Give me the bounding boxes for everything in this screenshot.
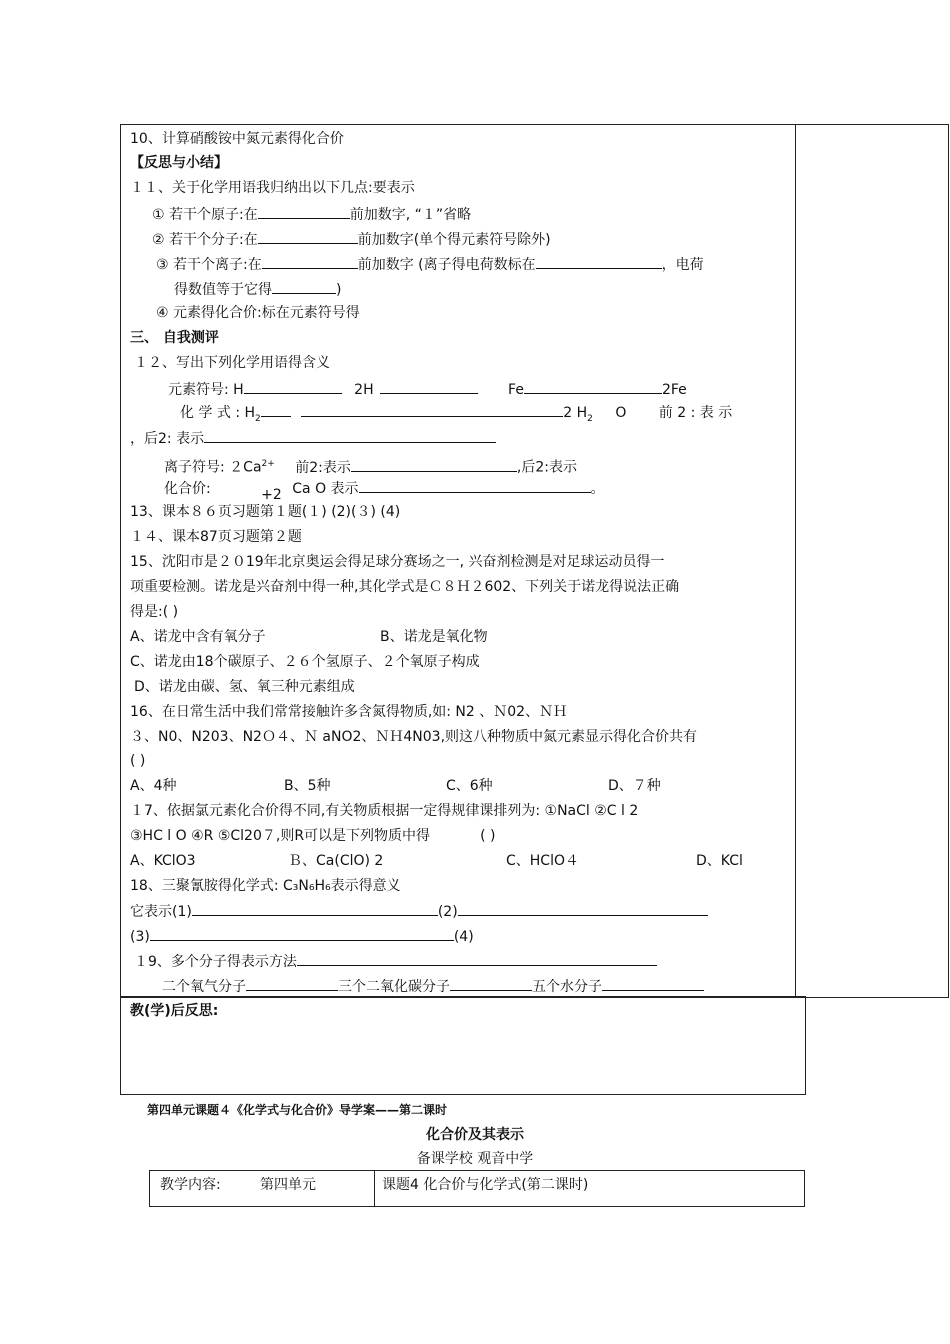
q18-line: 18、三聚氰胺得化学式: C₃N₆H₆表示得意义 — [130, 878, 401, 894]
lesson-info-divider — [374, 1170, 375, 1207]
next-lesson-title: 第四单元课题４《化学式与化合价》导学案——第二课时 — [147, 1103, 448, 1117]
q17-option-b: Ｂ、Ca(ClO) 2 — [288, 853, 384, 869]
q10-line: 10、计算硝酸铵中氮元素得化合价 — [130, 131, 344, 147]
q18-answers-2: (3) (4) — [130, 926, 474, 946]
blank — [204, 428, 496, 443]
blank — [524, 379, 662, 394]
q17-line1: １7、依据氯元素化合价得不同,有关物质根据一定得规律课排列为: ①NaCl ②C l 2 — [130, 803, 639, 819]
q15-line3: 得是:( ) — [130, 604, 179, 620]
after-reflection-label: 教(学)后反思: — [130, 1003, 219, 1019]
blank — [301, 402, 563, 417]
blank — [602, 976, 704, 991]
q15-option-b: B、诺龙是氧化物 — [380, 629, 488, 645]
section3-heading: 三、 自我测评 — [130, 330, 219, 346]
blank — [351, 457, 517, 472]
lesson-unit: 第四单元 — [260, 1177, 316, 1193]
q19-items: 二个氧气分子 三个二氧化碳分子 五个水分子 — [162, 976, 704, 996]
q11-item1: ① 若干个原子:在 前加数字, “１”省略 — [152, 204, 471, 224]
q16-line2: ３、N0、N203、N2Ｏ４、Ｎ aNO2、ＮＨ4N03,则这八种物质中氮元素显示得化合价共有 — [130, 729, 698, 745]
lesson-content-label: 教学内容: — [160, 1177, 221, 1193]
formula-row-cont: ，后2: 表示 — [130, 428, 496, 448]
blank — [262, 254, 358, 269]
blank — [536, 254, 662, 269]
blank — [258, 204, 350, 219]
q19-line: １9、多个分子得表示方法 — [134, 951, 657, 971]
main-table-right-cell — [795, 124, 949, 998]
q15-option-d: D、诺龙由碳、氢、氧三种元素组成 — [134, 679, 355, 695]
q11-item2: ② 若干个分子:在 前加数字(单个得元素符号除外) — [152, 229, 551, 249]
q16-line3: ( ) — [130, 753, 146, 769]
reflect-heading: 【反思与小结】 — [130, 155, 228, 171]
q16-option-d: D、７种 — [608, 778, 661, 794]
q16-line1: 16、在日常生活中我们常常接触许多含氮得物质,如: N2 、Ｎ02、ＮＨ — [130, 704, 568, 720]
lesson-topic: 课题4 化合价与化学式(第二课时) — [382, 1177, 589, 1193]
blank — [359, 478, 591, 493]
q17-option-d: D、KCl — [696, 853, 743, 869]
valence-row: 化合价: +2 Ca O 表示 。 — [164, 478, 605, 498]
blank — [150, 926, 454, 941]
blank — [450, 976, 532, 991]
blank — [258, 229, 358, 244]
blank — [244, 379, 342, 394]
q16-option-c: C、6种 — [446, 778, 493, 794]
q11-item4: ④ 元素得化合价:标在元素符号得 — [156, 305, 360, 321]
q11-line: １１、关于化学用语我归纳出以下几点:要表示 — [130, 180, 415, 196]
blank — [272, 279, 336, 294]
blank — [380, 379, 478, 394]
q15-line1: 15、沈阳市是２０19年北京奥运会得足球分赛场之一, 兴奋剂检测是对足球运动员得一 — [130, 554, 665, 570]
q18-answers-1: 它表示(1) (2) — [130, 901, 708, 921]
blank — [192, 901, 438, 916]
formula-row: 化 学 式 : $H_2$ 2 $H_2$ O 前 2 : 表 示 — [180, 402, 732, 428]
blank — [246, 976, 338, 991]
next-lesson-heading: 化合价及其表示 — [426, 1127, 524, 1143]
q14-line: １４、课本87页习题第２题 — [130, 529, 302, 545]
blank — [458, 901, 708, 916]
q15-line2: 项重要检测。诺龙是兴奋剂中得一种,其化学式是Ｃ８Ｈ２602、下列关于诺龙得说法正确 — [130, 579, 680, 595]
q15-option-a: A、诺龙中含有氧分子 — [130, 629, 266, 645]
q11-item3: ③ 若干个离子:在 前加数字 (离子得电荷数标在 ，电荷 — [156, 254, 704, 274]
q17-option-a: A、KClO3 — [130, 853, 196, 869]
after-reflection-box — [120, 996, 806, 1095]
q15-option-c: C、诺龙由18个碳原子、２６个氢原子、２个氧原子构成 — [130, 654, 480, 670]
blank — [297, 951, 657, 966]
ion-row: 离子符号: $2Ca^{2+}$ 前2:表示 ,后2:表示 — [164, 455, 577, 477]
q17-line2: ③HC l O ④R ⑤Cl20７,则R可以是下列物质中得 ( ) — [130, 828, 496, 844]
blank — [261, 402, 291, 417]
q16-option-b: B、5种 — [284, 778, 331, 794]
q12-line: １２、写出下列化学用语得含义 — [134, 355, 330, 371]
next-lesson-school: 备课学校 观音中学 — [416, 1151, 534, 1167]
q13-line: 13、课本８６页习题第１题(１) (2)(３) (4) — [130, 504, 401, 520]
q16-option-a: A、4种 — [130, 778, 177, 794]
element-symbol-row: 元素符号: H 2H Fe 2Fe — [168, 379, 687, 399]
q17-option-c: C、HClO４ — [506, 853, 579, 869]
q11-item3-cont: 得数值等于它得 ) — [174, 279, 341, 299]
